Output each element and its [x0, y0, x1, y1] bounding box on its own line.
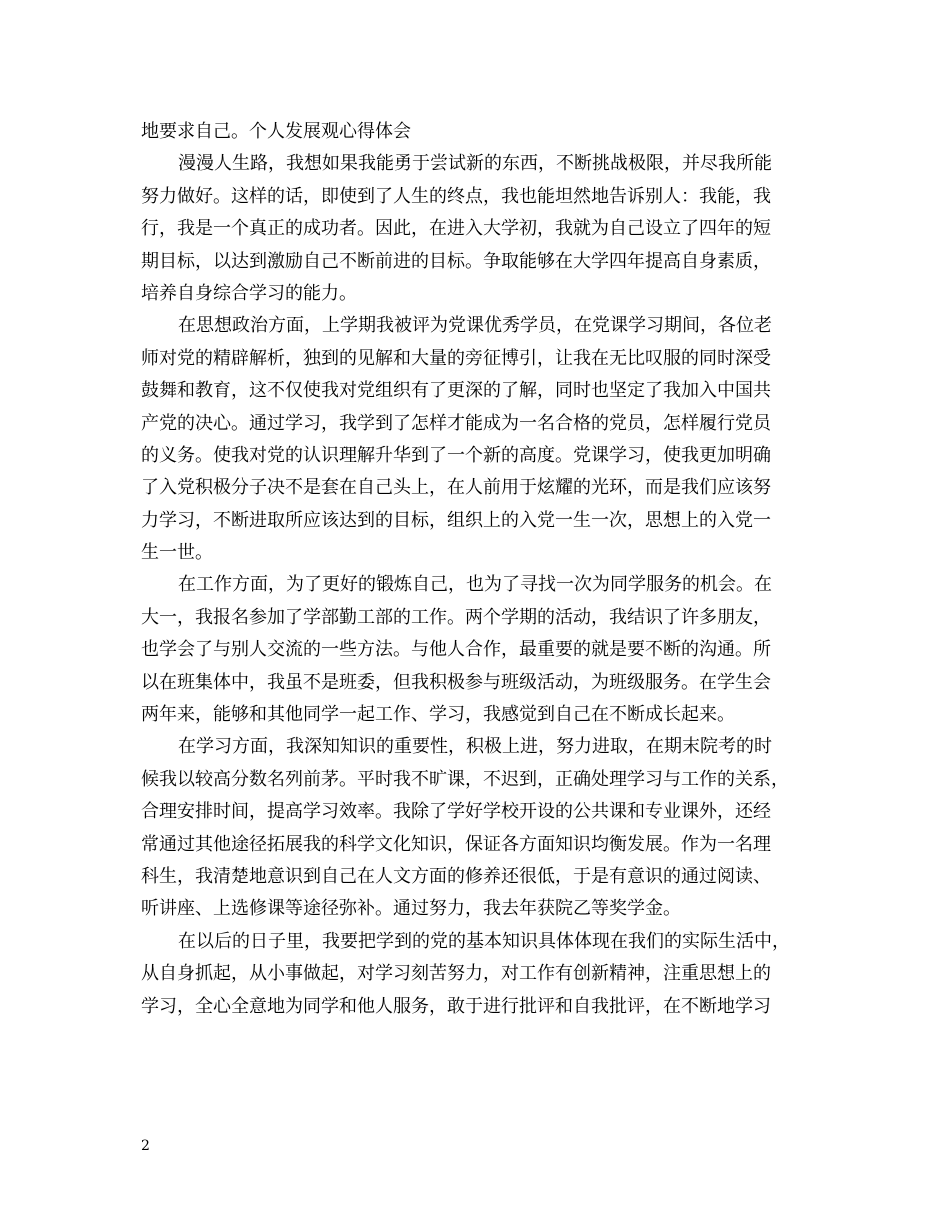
- paragraph-first-line: 在思想政治方面，上学期我被评为党课优秀学员，在党课学习期间，各位老: [178, 315, 772, 337]
- text-line: 以在班集体中，我虽不是班委，但我积极参与班级活动，为班级服务。在学生会: [141, 671, 771, 693]
- text-line: 产党的决心。通过学习，我学到了怎样才能成为一名合格的党员，怎样履行党员: [141, 412, 771, 434]
- page-number: 2: [141, 1138, 150, 1154]
- paragraph-first-line: 在以后的日子里，我要把学到的党的基本知识具体体现在我们的实际生活中，: [178, 930, 790, 952]
- text-line: 鼓舞和教育，这不仅使我对党组织有了更深的了解，同时也坚定了我加入中国共: [141, 380, 771, 402]
- paragraph-first-line: 在学习方面，我深知知识的重要性，积极上进，努力进取，在期末院考的时: [178, 736, 772, 758]
- text-line: 合理安排时间，提高学习效率。我除了学好学校开设的公共课和专业课外，还经: [141, 801, 771, 823]
- text-line: 力学习，不断进取所应该达到的目标，组织上的入党一生一次，思想上的入党一: [141, 509, 771, 531]
- text-line: 的义务。使我对党的认识理解升华到了一个新的高度。党课学习，使我更加明确: [141, 444, 771, 466]
- paragraph-first-line: 漫漫人生路，我想如果我能勇于尝试新的东西，不断挑战极限，并尽我所能: [178, 153, 772, 175]
- text-line: 科生，我清楚地意识到自己在人文方面的修养还很低，于是有意识的通过阅读、: [141, 865, 771, 887]
- text-line: 师对党的精辟解析，独到的见解和大量的旁征博引，让我在无比叹服的同时深受: [141, 347, 771, 369]
- text-line: 听讲座、上选修课等途径弥补。通过努力，我去年获院乙等奖学金。: [141, 898, 681, 920]
- text-line: 努力做好。这样的话，即使到了人生的终点，我也能坦然地告诉别人：我能，我: [141, 185, 771, 207]
- document-body: [141, 116, 823, 1023]
- text-line: 从自身抓起，从小事做起，对学习刻苦努力，对工作有创新精神，注重思想上的: [141, 963, 771, 985]
- text-line: 生一世。: [141, 542, 213, 564]
- text-line: 也学会了与别人交流的一些方法。与他人合作，最重要的就是要不断的沟通。所: [141, 639, 771, 661]
- text-line: 候我以较高分数名列前茅。平时我不旷课，不迟到，正确处理学习与工作的关系，: [141, 768, 789, 790]
- text-line: 大一，我报名参加了学部勤工部的工作。两个学期的活动，我结识了许多朋友，: [141, 606, 771, 628]
- text-line: 了入党积极分子决不是套在自己头上，在人前用于炫耀的光环，而是我们应该努: [141, 477, 771, 499]
- text-line: 地要求自己。个人发展观心得体会: [141, 121, 411, 142]
- text-line: 期目标，以达到激励自己不断前进的目标。争取能够在大学四年提高自身素质，: [141, 250, 771, 272]
- text-line: 培养自身综合学习的能力。: [141, 282, 357, 304]
- text-line: 行，我是一个真正的成功者。因此，在进入大学初，我就为自己设立了四年的短: [141, 218, 771, 240]
- text-line: 学习，全心全意地为同学和他人服务，敢于进行批评和自我批评，在不断地学习: [141, 995, 771, 1017]
- text-line: 两年来，能够和其他同学一起工作、学习，我感觉到自己在不断成长起来。: [141, 704, 735, 726]
- text-line: 常通过其他途径拓展我的科学文化知识，保证各方面知识均衡发展。作为一名理: [141, 833, 771, 855]
- paragraph-first-line: 在工作方面，为了更好的锻炼自己，也为了寻找一次为同学服务的机会。在: [178, 574, 772, 596]
